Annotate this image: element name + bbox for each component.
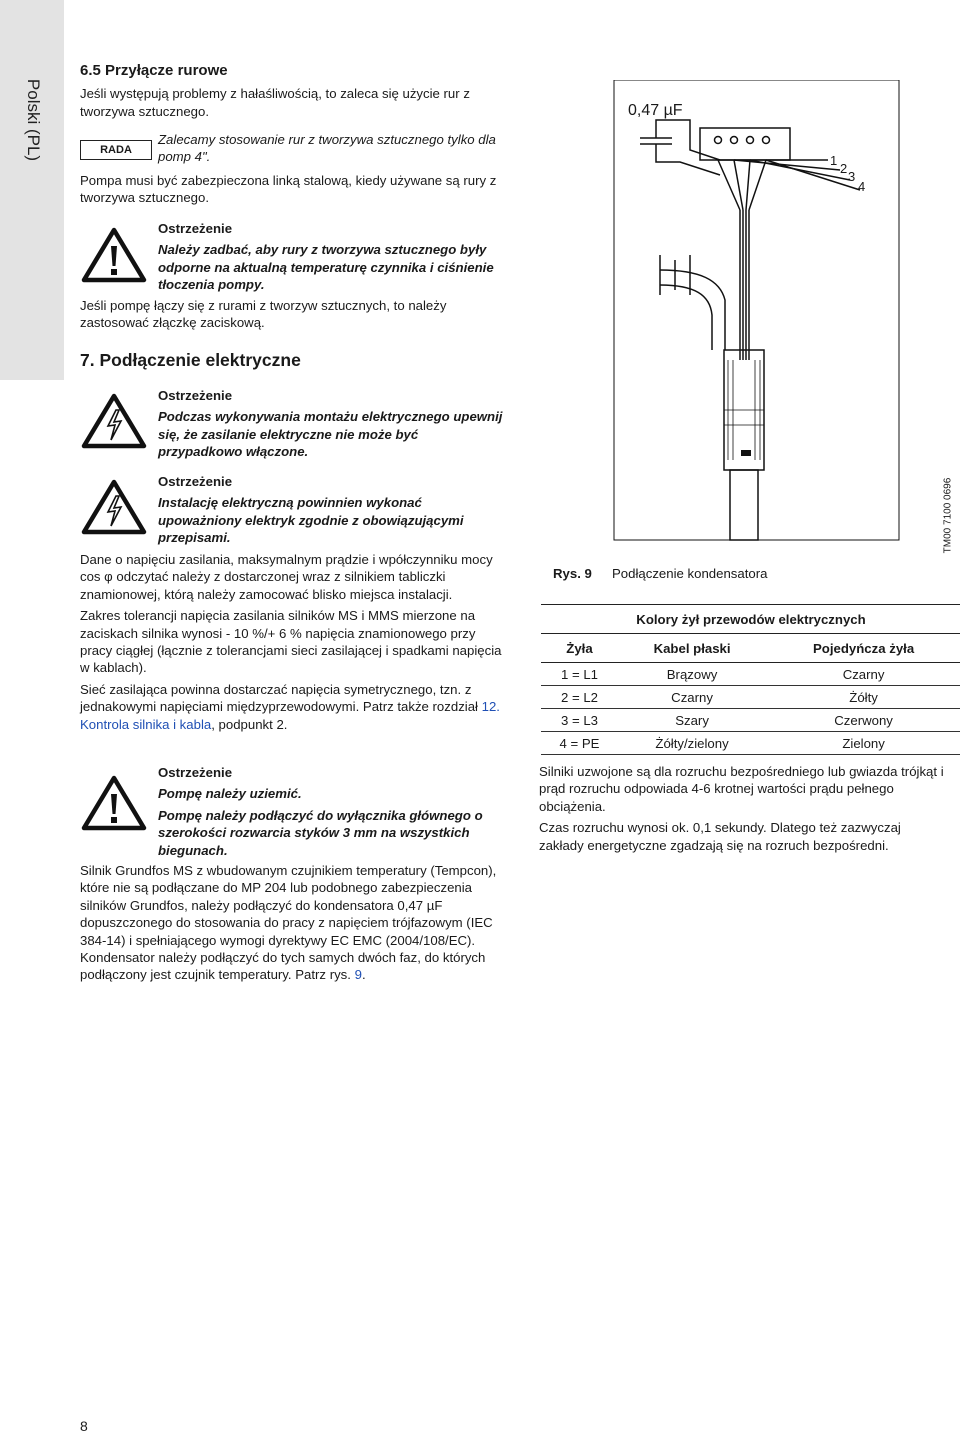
table-row [541,686,960,709]
warning-block-electrician [158,473,503,547]
steel-paragraph: Pompa musi być zabezpieczona linką stalową, kiedy używane są rury z tworzywa sztucznego. [80,173,497,206]
warning-text: Podczas wykonywania montażu elektrycznego upewnij się, że zasilanie elektryczne nie może być przypadkowo włączone. [158,409,503,460]
fitting-paragraph: Jeśli pompę łączy się z rurami z tworzyw sztucznych, to należy zastosować złączkę zaciskową. [80,298,447,331]
rada-badge: RADA [80,140,152,160]
table-cell: Zielony [766,732,960,755]
symmetric-text: Sieć zasilająca powinna dostarczać napięcia symetrycznego, tzn. z jednakowymi napięciami międzyprzewodowymi. Patrz także rozdział [80,681,482,715]
tolerance-paragraph: Zakres tolerancji napięcia zasilania silników MS i MMS mierzone na zaciskach silnika wynosi - 10 %/+ 6 % napięcia znamionowego przy pracy ciągłej (łącznie z tolerancjami sieci zasilającej i spadkami napięcia w kablach). [80,608,502,676]
table-caption: Kolory żył przewodów elektrycznych [541,605,960,634]
terminal-number-2: 2 [840,161,848,176]
warning-title: Ostrzeżenie [158,388,233,403]
table-cell: 2 = L2 [541,686,618,709]
voltage-paragraph: Dane o napięciu zasilania, maksymalnym prądzie i wpółczynniku mocy cos φ odczytać należy z dostarczonej wraz z silnikiem tabliczki znamionowej, którą należy zamocować blisko miejsca instalacji. [80,552,493,602]
warning-block-earthing [158,764,503,859]
table-cell: Szary [618,709,766,732]
language-label: Polski (PL) [24,78,43,162]
section-heading: 6.5 Przyłącze rurowe [80,62,228,79]
symmetric-text-end: , podpunkt 2. [211,716,288,732]
language-tab [0,0,64,380]
warning-title: Ostrzeżenie [158,221,233,236]
symmetric-paragraph [80,681,505,733]
terminal-number-4: 4 [858,179,866,194]
table-cell: 1 = L1 [541,663,618,686]
warning-triangle-icon [80,226,148,284]
chapter-12-link[interactable]: 12. Kontrola silnika i kabla [80,699,500,732]
terminal-number-1: 1 [830,153,838,168]
warning-text-earth: Pompę należy uziemić. [158,786,302,802]
terminal-number-3: 3 [848,169,856,184]
table-header: Pojedyńcza żyła [766,634,960,663]
right-column-text [539,763,949,854]
section-7-heading: 7. Podłączenie elektryczne [80,350,301,370]
table-cell: Żółty [766,686,960,709]
table-header: Kabel płaski [618,634,766,663]
grundfos-paragraph [80,862,505,984]
wire-colors-table [541,604,960,755]
section-7-body [80,551,505,733]
intro-paragraph: Jeśli występują problemy z hałaśliwością, to zaleca się użycie rur z tworzywa sztucznego. [80,86,470,119]
figure-9-link[interactable]: 9 [354,967,362,983]
grundfos-text-end: . [361,967,366,983]
warning-block-pipes [158,220,503,294]
warning-text: Należy zadbać, aby rury z tworzywa sztucznego były odporne na aktualną temperaturę czynnika i ciśnienie tłoczenia pompy. [158,242,494,293]
section-6-5 [80,62,505,120]
figure-caption-text: Podłączenie kondensatora [612,566,768,581]
capacitor-label: 0,47 µF [628,102,683,119]
table-cell: Brązowy [618,663,766,686]
warning-title: Ostrzeżenie [158,765,233,780]
table-row [541,709,960,732]
table-cell: Czarny [618,686,766,709]
table-row [541,732,960,755]
figure-code: TM00 7100 0696 [942,477,954,554]
electric-hazard-icon [80,392,148,450]
warning-block-power [158,387,503,461]
start-paragraph: Silniki uzwojone są dla rozruchu bezpośredniego lub gwiazda trójkąt i prąd rozruchu odpowiada 4-6 krotnej wartości prądu pełnego obciążenia. [539,764,944,814]
rada-text: Zalecamy stosowanie rur z tworzywa sztucznego tylko dla pomp 4". [158,132,496,165]
table-header: Żyła [541,634,618,663]
electric-hazard-icon [80,478,148,536]
warning-triangle-icon [80,774,148,832]
warning-text-switch: Pompę należy podłączyć do wyłącznika głównego o szerokości rozwarcia styków 3 mm na wszystkich biegunach. [158,807,483,858]
figure-caption-number: Rys. 9 [553,566,592,581]
page-number: 8 [80,1418,88,1434]
table-cell: 4 = PE [541,732,618,755]
table-cell: Żółty/zielony [618,732,766,755]
grundfos-text: Silnik Grundfos MS z wbudowanym czujnikiem temperatury (Tempcon), które nie są podłączane do MP 204 lub podobnego zabezpieczenia silników Grundfos, należy podłączyć do kondensatora 0,47 µF dopuszczonego do stosowania do pracy z napięciem trójfazowym (IEC 384-14) i spełniającego wymogi dyrektywy EC EMC (2004/108/EC). Kondensator należy podłączyć do tych samych dwóch faz, do których podłączony jest czujnik temperatury. Patrz rys. [80,863,497,983]
start-time-paragraph: Czas rozruchu wynosi ok. 0,1 sekundy. Dlatego też zazwyczaj zakłady energetyczne zgadzają się na rozruch bezpośredni. [539,820,901,853]
table-cell: 3 = L3 [541,709,618,732]
capacitor-connection-diagram [600,80,940,560]
table-cell: Czerwony [766,709,960,732]
table-row [541,663,960,686]
warning-title: Ostrzeżenie [158,474,233,489]
warning-text: Instalację elektryczną powinnien wykonać upoważniony elektryk zgodnie z obowiązującymi przepisami. [158,495,464,546]
table-cell: Czarny [766,663,960,686]
